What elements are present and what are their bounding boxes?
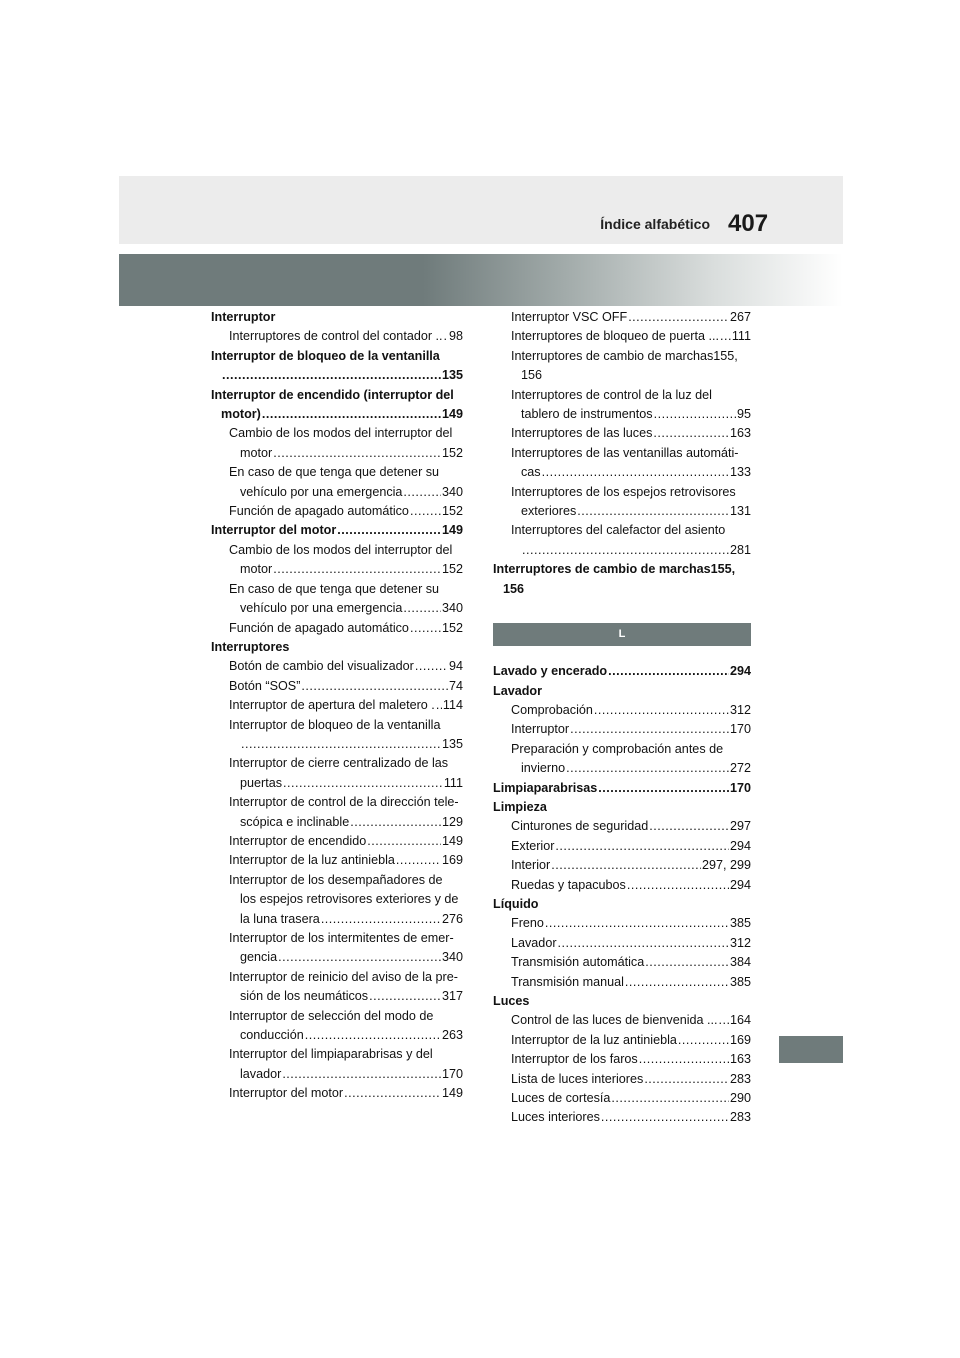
entry-term: Limpiaparabrisas [493, 780, 598, 795]
index-entry [211, 502, 463, 521]
index-entry [211, 832, 463, 851]
entry-term: Control de las luces de bienvenida ... [511, 1013, 718, 1028]
dot-leader [645, 953, 729, 972]
entry-term: Interruptor del limpiaparabrisas y del [229, 1047, 433, 1062]
dot-leader [403, 599, 441, 618]
entry-page-ref: 133 [729, 465, 751, 480]
index-entry [211, 308, 463, 327]
entry-page-ref: 283 [729, 1110, 751, 1125]
entry-page-ref: 340 [441, 950, 463, 965]
dot-leader [577, 502, 729, 521]
entry-page-ref: 263 [441, 1028, 463, 1043]
index-entry [211, 813, 463, 832]
index-entry [493, 347, 751, 366]
dot-leader [278, 948, 441, 967]
entry-page-ref: 129 [441, 814, 463, 829]
dot-leader [611, 1089, 729, 1108]
index-entry [493, 386, 751, 405]
index-entry [493, 720, 751, 739]
entry-page-ref: 281 [729, 542, 751, 557]
index-entry [211, 1084, 463, 1103]
entry-term: Interruptor VSC OFF [511, 310, 628, 324]
index-entry [211, 657, 463, 676]
entry-page-ref: 297, 299 [701, 858, 751, 873]
index-entry [493, 856, 751, 875]
index-entry [211, 1065, 463, 1084]
entry-term: Ruedas y tapacubos [511, 877, 626, 892]
entry-term: En caso de que tenga que detener su [229, 465, 440, 480]
decorative-gradient-bar [119, 254, 843, 306]
dot-leader [654, 405, 736, 424]
index-entry [493, 327, 751, 346]
dot-leader [283, 774, 443, 793]
entry-term: Función de apagado automático [229, 504, 409, 519]
entry-page-ref: 149 [441, 523, 463, 538]
dot-leader [627, 876, 729, 895]
entry-page-ref: 312 [729, 702, 751, 717]
entry-term: Luces de cortesía [511, 1091, 611, 1106]
index-entry [493, 1050, 751, 1069]
index-entry [493, 992, 751, 1011]
index-entry [211, 424, 463, 443]
index-entry [211, 386, 463, 405]
dot-leader [639, 1050, 729, 1069]
index-entry [493, 560, 751, 579]
index-entry [211, 851, 463, 870]
letter-header-l: L [493, 623, 751, 646]
dot-leader [598, 779, 729, 798]
dot-leader [273, 444, 441, 463]
index-entry [211, 774, 463, 793]
entry-term: Cinturones de seguridad [511, 819, 649, 834]
entry-page-ref: 111 [731, 329, 751, 344]
dot-leader [369, 987, 441, 1006]
entry-page-ref: 114 [442, 698, 463, 713]
entry-term: Botón “SOS” [229, 678, 301, 693]
entry-page-ref: 385 [729, 916, 751, 931]
entry-term: Cambio de los modos del interruptor del [229, 542, 453, 557]
entry-term: tablero de instrumentos [521, 407, 653, 422]
index-entry [211, 1026, 463, 1045]
index-entry [493, 424, 751, 443]
dot-leader [321, 910, 441, 929]
entry-term: Interruptores del calefactor del asiento [511, 523, 726, 538]
entry-page-ref: 267 [729, 310, 751, 324]
entry-term: gencia [240, 950, 278, 965]
entry-page-ref: 169 [441, 853, 463, 868]
entry-term: Interruptor de cierre centralizado de las [229, 756, 449, 771]
entry-term: lavador [240, 1066, 282, 1081]
entry-page-ref: 385 [729, 974, 751, 989]
entry-page-ref: 135 [441, 368, 463, 383]
entry-term: Interruptor de encendido [229, 833, 367, 848]
dot-leader [350, 813, 441, 832]
index-entry [493, 876, 751, 895]
entry-term: sión de los neumáticos [240, 989, 369, 1004]
entry-page-ref: 340 [441, 601, 463, 616]
index-entry [493, 1108, 751, 1127]
entry-page-ref: 294 [729, 664, 751, 679]
index-entry [493, 580, 751, 599]
entry-page-ref: 290 [729, 1091, 751, 1106]
dot-leader [628, 308, 729, 327]
index-entry [493, 914, 751, 933]
dot-leader [570, 720, 729, 739]
entry-term: Interruptor de los faros [511, 1052, 638, 1067]
entry-term: Interruptores de bloqueo de puerta ... [511, 329, 719, 344]
entry-term: Preparación y comprobación antes de [511, 741, 724, 756]
index-entry [211, 327, 463, 346]
index-entry [493, 817, 751, 836]
index-entry [211, 560, 463, 579]
dot-leader [282, 1065, 441, 1084]
index-entry [211, 910, 463, 929]
entry-term: exteriores [521, 504, 577, 519]
index-entry [493, 502, 751, 521]
entry-term: Interruptores [211, 639, 290, 654]
entry-term: Interruptores de control de la luz del [511, 387, 712, 402]
entry-page-ref: 169 [729, 1032, 751, 1047]
entry-term: Interruptor de encendido (interruptor del [211, 387, 454, 402]
index-entry [493, 740, 751, 759]
entry-page-ref: 149 [441, 833, 463, 848]
entry-page-ref: 135 [441, 736, 463, 751]
index-entry [211, 541, 463, 560]
entry-term: Líquido [493, 896, 539, 911]
entry-term: Botón de cambio del visualizador [229, 659, 414, 674]
dot-leader [542, 463, 729, 482]
entry-term: Interruptores de las luces [511, 426, 653, 441]
index-entry [211, 366, 463, 385]
entry-term: motor [240, 562, 273, 577]
entry-term: la luna trasera [240, 911, 320, 926]
entry-term: 156 [503, 581, 525, 596]
index-entry [211, 483, 463, 502]
index-entry [493, 682, 751, 701]
dot-leader [601, 1108, 729, 1127]
dot-leader [436, 696, 442, 715]
dot-leader [649, 817, 729, 836]
index-entry [493, 1089, 751, 1108]
index-entry [493, 934, 751, 953]
entry-term: los espejos retrovisores exteriores y de [240, 892, 459, 907]
index-entry [211, 580, 463, 599]
entry-term: motor [240, 445, 273, 460]
entry-term: Exterior [511, 838, 555, 853]
index-entry [493, 1011, 751, 1030]
entry-page-ref: 164 [729, 1013, 751, 1028]
index-entry [493, 973, 751, 992]
index-entry [211, 696, 463, 715]
entry-term: Luces interiores [511, 1110, 600, 1125]
index-column-left [211, 308, 463, 1104]
dot-leader [344, 1084, 441, 1103]
dot-leader [551, 856, 701, 875]
index-entry [493, 701, 751, 720]
dot-leader [522, 541, 729, 560]
dot-leader [720, 327, 731, 346]
dot-leader [653, 424, 729, 443]
entry-term: Interruptores de cambio de marchas155, [493, 562, 736, 577]
index-entry [493, 953, 751, 972]
index-entry [211, 405, 463, 424]
entry-page-ref: 152 [441, 620, 463, 635]
index-entry [211, 754, 463, 773]
index-entry [211, 677, 463, 696]
index-entry [211, 890, 463, 909]
index-entry [211, 871, 463, 890]
side-thumb-tab [779, 1036, 843, 1063]
entry-term: motor) [221, 407, 261, 422]
dot-leader [396, 851, 441, 870]
dot-leader [337, 521, 441, 540]
index-entry [211, 929, 463, 948]
index-entry [211, 638, 463, 657]
dot-leader [410, 619, 441, 638]
entry-page-ref: 74 [448, 678, 463, 693]
entry-term: Interruptor de la luz antiniebla [511, 1032, 677, 1047]
entry-term: Lista de luces interiores [511, 1071, 644, 1086]
entry-term: Comprobación [511, 702, 593, 717]
entry-term: Limpieza [493, 799, 547, 814]
entry-page-ref: 384 [729, 955, 751, 970]
entry-term: vehículo por una emergencia [240, 601, 403, 616]
dot-leader [403, 483, 441, 502]
index-entry [493, 798, 751, 817]
index-entry [211, 1007, 463, 1026]
index-entry [493, 444, 751, 463]
dot-leader [625, 973, 729, 992]
entry-page-ref: 152 [441, 562, 463, 577]
index-entry [211, 619, 463, 638]
entry-term: cas [521, 465, 541, 480]
entry-term: conducción [240, 1028, 304, 1043]
entry-page-ref: 340 [441, 484, 463, 499]
entry-page-ref: 170 [729, 780, 751, 795]
entry-page-ref: 163 [729, 1052, 751, 1067]
entry-term: Interruptor de los intermitentes de emer- [229, 931, 454, 945]
dot-leader [301, 677, 448, 696]
index-entry [493, 483, 751, 502]
entry-term: Transmisión automática [511, 955, 645, 970]
entry-term: invierno [521, 761, 566, 776]
entry-term: En caso de que tenga que detener su [229, 581, 440, 596]
dot-leader [262, 405, 441, 424]
dot-leader [241, 735, 441, 754]
entry-page-ref: 294 [729, 877, 751, 892]
entry-term: Interruptor de bloqueo de la ventanilla [211, 348, 440, 363]
entry-term: Interruptor de reinicio del aviso de la pre- [229, 969, 458, 984]
entry-term: Interruptor de la luz antiniebla [229, 853, 395, 868]
entry-term: Interior [511, 858, 551, 873]
entry-page-ref: 98 [448, 329, 463, 344]
index-entry [211, 948, 463, 967]
entry-page-ref: 170 [729, 722, 751, 737]
dot-leader [273, 560, 441, 579]
entry-term: Interruptores de cambio de marchas155, [511, 348, 738, 363]
entry-page-ref: 312 [729, 935, 751, 950]
index-entry [493, 837, 751, 856]
entry-term: Interruptor de selección del modo de [229, 1008, 434, 1023]
entry-term: Cambio de los modos del interruptor del [229, 426, 453, 441]
entry-page-ref: 317 [441, 989, 463, 1004]
entry-term: Interruptores de control del contador .. [229, 329, 443, 344]
index-entry [493, 541, 751, 560]
index-entry [493, 463, 751, 482]
dot-leader [555, 837, 729, 856]
entry-term: Interruptor de apertura del maletero . [229, 698, 435, 713]
entry-term: 156 [521, 368, 543, 383]
entry-term: Transmisión manual [511, 974, 624, 989]
dot-leader [222, 366, 441, 385]
index-entry [493, 405, 751, 424]
entry-term: scópica e inclinable [240, 814, 350, 829]
entry-page-ref: 111 [443, 775, 463, 790]
entry-page-ref: 95 [736, 407, 751, 422]
entry-term: Lavador [493, 683, 542, 698]
entry-page-ref: 149 [441, 1086, 463, 1101]
index-entry [493, 662, 751, 681]
entry-term: Interruptor de bloqueo de la ventanilla [229, 717, 441, 732]
index-group-i-continued [493, 308, 751, 599]
entry-term: Luces [493, 994, 530, 1008]
dot-leader [367, 832, 441, 851]
entry-page-ref: 297 [729, 819, 751, 834]
index-entry [211, 793, 463, 812]
entry-term: Interruptor [211, 310, 276, 324]
index-entry [493, 366, 751, 385]
page-number: 407 [728, 210, 769, 237]
section-title: Índice alfabético [600, 216, 710, 232]
dot-leader [566, 759, 729, 778]
entry-term: puertas [240, 775, 283, 790]
index-entry [493, 779, 751, 798]
entry-term: Interruptores de los espejos retrovisores [511, 484, 736, 499]
entry-page-ref: 152 [441, 504, 463, 519]
dot-leader [444, 327, 448, 346]
dot-leader [678, 1031, 729, 1050]
entry-page-ref: 272 [729, 761, 751, 776]
dot-leader [415, 657, 448, 676]
index-entry [211, 347, 463, 366]
index-entry [211, 987, 463, 1006]
index-column-right [493, 308, 751, 1128]
entry-page-ref: 170 [441, 1066, 463, 1081]
entry-term: Interruptor de los desempañadores de [229, 872, 443, 887]
entry-page-ref: 152 [441, 445, 463, 460]
index-entry [211, 599, 463, 618]
index-entry [211, 444, 463, 463]
dot-leader [594, 701, 729, 720]
dot-leader [608, 662, 729, 681]
entry-term: Interruptor de control de la dirección tele- [229, 795, 459, 810]
entry-term: Interruptor del motor [211, 523, 337, 538]
entry-term: Lavado y encerado [493, 664, 608, 679]
entry-term: vehículo por una emergencia [240, 484, 403, 499]
index-entry [493, 521, 751, 540]
index-entry [493, 895, 751, 914]
entry-term: Freno [511, 916, 544, 931]
entry-term: Interruptor del motor [229, 1086, 344, 1101]
index-entry [211, 1045, 463, 1064]
index-entry [211, 735, 463, 754]
index-entry [211, 463, 463, 482]
index-entry [211, 968, 463, 987]
index-entry [211, 521, 463, 540]
entry-term: Interruptores de las ventanillas automáti- [511, 445, 739, 460]
entry-page-ref: 294 [729, 838, 751, 853]
index-entry [493, 759, 751, 778]
index-entry [211, 716, 463, 735]
entry-page-ref: 283 [729, 1071, 751, 1086]
entry-page-ref: 163 [729, 426, 751, 441]
index-entry [493, 1070, 751, 1089]
entry-term: Lavador [511, 935, 557, 950]
entry-term: Función de apagado automático [229, 620, 409, 635]
entry-page-ref: 94 [448, 659, 463, 674]
index-group-l [493, 662, 751, 1128]
dot-leader [644, 1070, 729, 1089]
entry-page-ref: 131 [729, 504, 751, 519]
dot-leader [558, 934, 729, 953]
index-entry [493, 308, 751, 327]
index-entry [493, 1031, 751, 1050]
entry-page-ref: 276 [441, 911, 463, 926]
entry-term: Interruptor [511, 722, 570, 737]
dot-leader [719, 1011, 729, 1030]
dot-leader [305, 1026, 441, 1045]
entry-page-ref: 149 [441, 407, 463, 422]
dot-leader [410, 502, 441, 521]
dot-leader [545, 914, 729, 933]
